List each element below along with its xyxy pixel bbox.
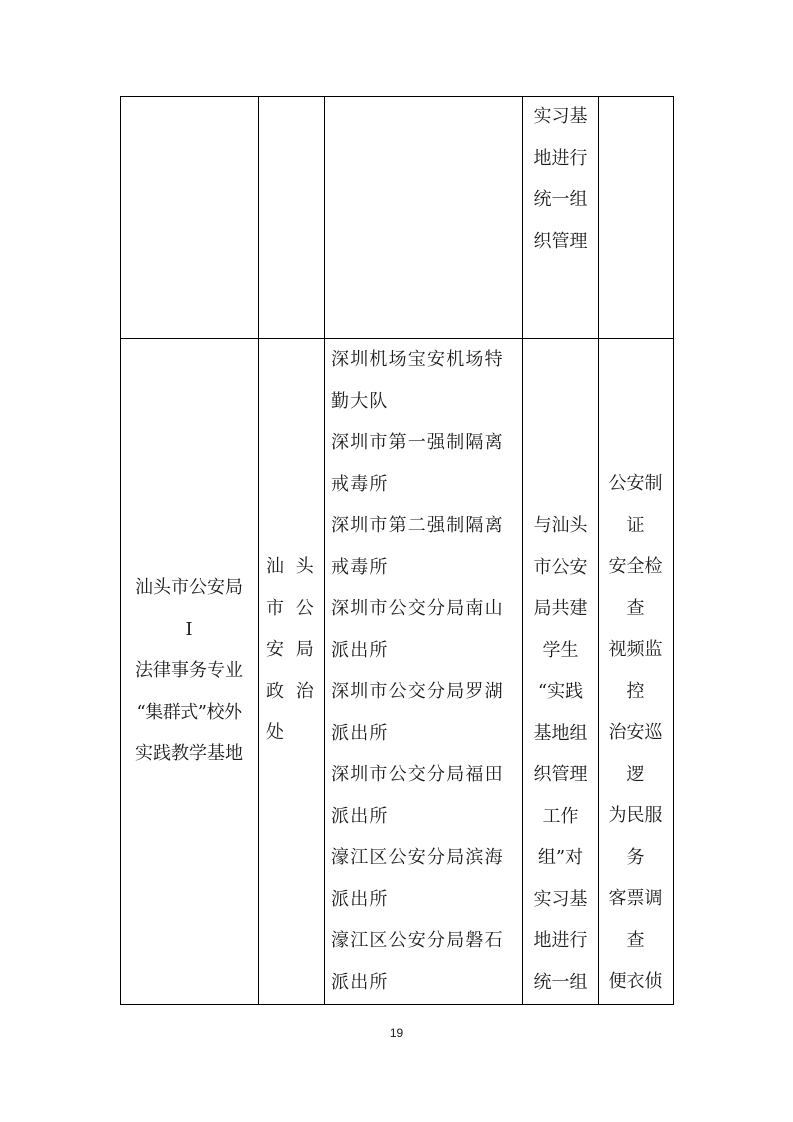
site-line: 濠江区公安分局磐石 [331,930,504,951]
content-line: 查 [626,597,645,619]
content-line: 证 [626,514,645,536]
site-line: 深圳市公交分局福田 [331,764,504,785]
content-line: 务 [626,846,645,868]
content-line: 便衣侦 [608,971,663,992]
management-cell [522,505,599,1003]
content-line: 控 [626,680,645,702]
management-line: 与汕头 [533,515,588,536]
management-line: 统一组 [533,971,588,993]
partner-unit-line: 汕 头 [266,556,317,577]
site-line: 濠江区公安分局滨海 [331,847,504,868]
content-line: 查 [626,929,645,951]
base-name-line: 汕头市公安局 [135,577,243,598]
partner-unit-line: 政 治 [266,680,317,702]
practice-sites-cell [331,339,521,1003]
base-name-line: “集群式”校外 [136,701,242,723]
management-line: 地进行 [533,930,588,951]
table-border-bottom [120,1004,674,1005]
row1-col4-line: 织管理 [533,230,588,252]
site-line: 派出所 [331,888,389,910]
management-line: 工作 [542,805,579,827]
management-line: 织管理 [533,764,588,785]
content-line: 安全检 [608,556,663,577]
site-line: 派出所 [331,805,389,827]
content-line: 为民服 [608,805,663,826]
row1-col4-line: 统一组 [533,189,588,210]
site-line: 深圳市公交分局罗湖 [331,681,504,702]
practice-base-table [120,96,674,1005]
management-line: 基地组 [533,722,588,744]
site-line: 勤大队 [331,390,389,412]
content-line: 逻 [626,763,645,785]
content-line: 视频监 [608,639,663,660]
partner-unit-line: 市 公 [266,597,317,619]
management-line: 实习基 [533,888,588,910]
partner-unit-line: 处 [266,722,287,743]
site-line: 深圳机场宝安机场特 [331,349,504,370]
content-line: 公安制 [608,473,663,494]
management-line: 市公安 [533,556,588,578]
row1-col4-line: 实习基 [533,106,588,127]
management-line: “实践 [537,681,584,702]
site-line: 派出所 [331,639,389,661]
table-border-left [120,96,121,1005]
management-line: 局共建 [533,598,588,619]
site-line: 派出所 [331,722,389,744]
partner-unit-cell [266,546,324,754]
row1-col4-line: 地进行 [533,147,588,169]
page-number: 19 [389,1026,404,1040]
partner-unit-line: 安 局 [266,639,317,660]
base-name-line: 法律事务专业 [135,660,243,681]
base-name-line: 实践教学基地 [135,743,243,764]
row1-col4-cell [522,96,599,262]
base-name-line: I [185,618,193,640]
table-border-right [673,96,674,1005]
site-line: 深圳市第二强制隔离 [331,515,504,536]
site-line: 深圳市第一强制隔离 [331,432,504,453]
site-line: 深圳市公交分局南山 [331,598,504,619]
base-name-cell [120,567,258,775]
site-line: 戒毒所 [331,556,389,578]
table-divider-1 [258,96,259,1005]
table-divider-2 [324,96,325,1005]
site-line: 派出所 [331,971,389,993]
site-line: 戒毒所 [331,473,389,495]
content-line: 客票调 [608,888,663,909]
practice-content-cell [598,463,673,1003]
management-line: 组”对 [537,847,584,868]
management-line: 学生 [542,639,579,661]
content-line: 治安巡 [608,722,663,743]
